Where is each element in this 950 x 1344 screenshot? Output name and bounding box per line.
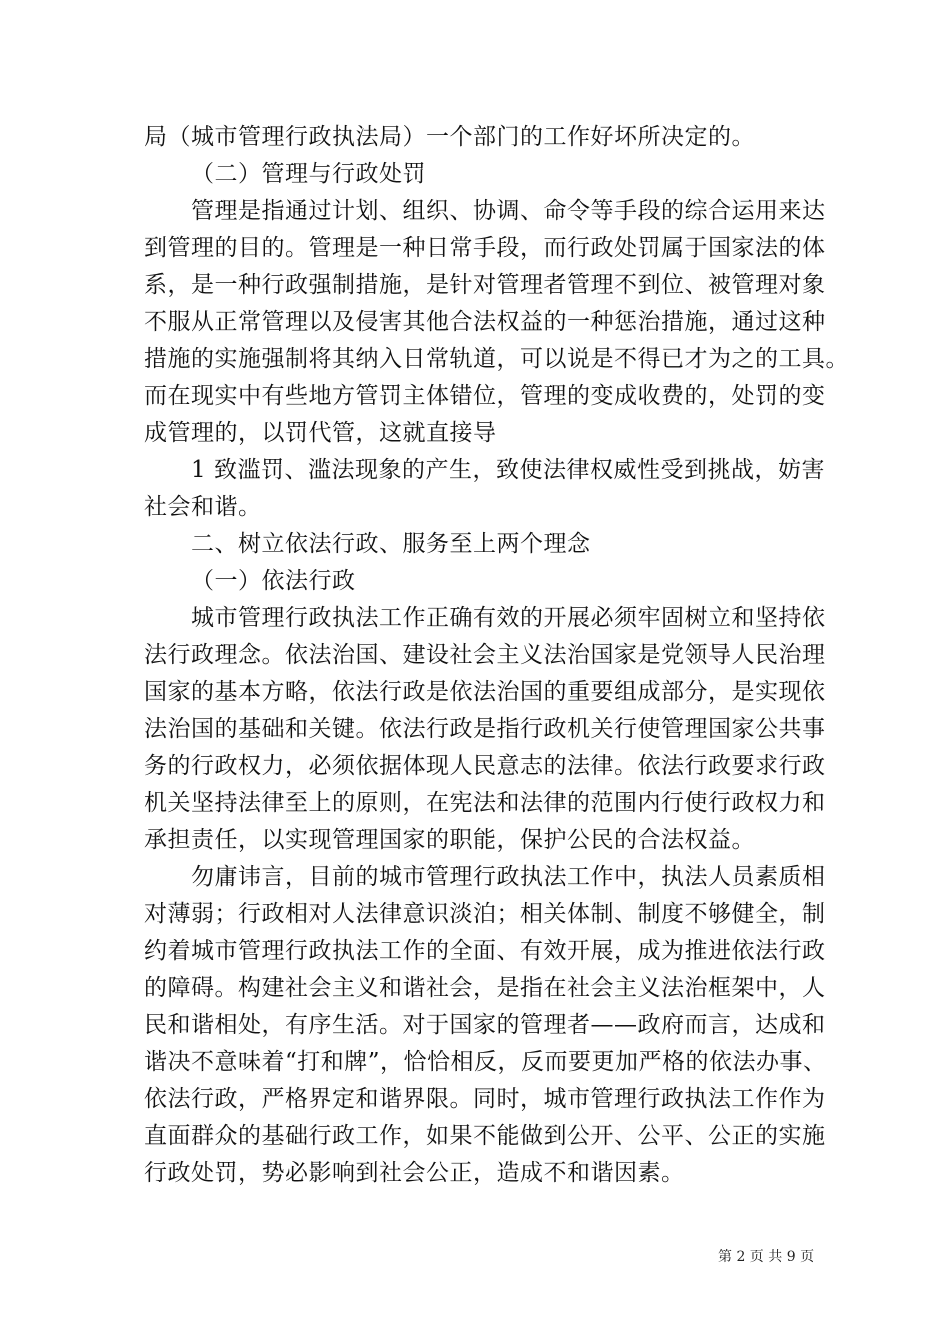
text-line: 承担责任，以实现管理国家的职能，保护公民的合法权益。 [144,827,755,853]
text-line: 局（城市管理行政执法局）一个部门的工作好坏所决定的。 [144,124,755,150]
text-line: 城市管理行政执法工作正确有效的开展必须牢固树立和坚持依 [191,605,826,631]
text-line: 对薄弱；行政相对人法律意识淡泊；相关体制、制度不够健全，制 [144,901,826,927]
text-line: 法行政理念。依法治国、建设社会主义法治国家是党领导人民治理 [144,642,826,668]
subsection-heading: （一）依法行政 [191,568,356,594]
text-line: 国家的基本方略，依法行政是依法治国的重要组成部分，是实现依 [144,679,826,705]
text-line: 成管理的，以罚代管，这就直接导 [144,420,497,446]
text-line: 到管理的目的。管理是一种日常手段，而行政处罚属于国家法的体 [144,235,826,261]
text-line: 行政处罚，势必影响到社会公正，造成不和谐因素。 [144,1160,685,1186]
text-line: 约着城市管理行政执法工作的全面、有效开展，成为推进依法行政 [144,938,826,964]
text-line: 谐决不意味着“打和牌”，恰恰相反，反而要更加严格的依法办事、 [144,1049,827,1075]
text-line: 务的行政权力，必须依据体现人民意志的法律。依法行政要求行政 [144,753,826,779]
text-line: 直面群众的基础行政工作，如果不能做到公开、公平、公正的实施 [144,1123,826,1149]
text-line: 民和谐相处，有序生活。对于国家的管理者——政府而言，达成和 [144,1012,826,1038]
text-line: 1 致滥罚、滥法现象的产生，致使法律权威性受到挑战，妨害 [191,457,825,483]
text-line: 依法行政，严格界定和谐界限。同时，城市管理行政执法工作作为 [144,1086,826,1112]
text-line: 措施的实施强制将其纳入日常轨道，可以说是不得已才为之的工具。 [144,346,849,372]
text-line: 社会和谐。 [144,494,262,520]
text-line: 管理是指通过计划、组织、协调、命令等手段的综合运用来达 [191,198,826,224]
text-line: 而在现实中有些地方管罚主体错位，管理的变成收费的，处罚的变 [144,383,826,409]
section-heading: （二）管理与行政处罚 [191,161,426,187]
text-line: 系，是一种行政强制措施，是针对管理者管理不到位、被管理对象 [144,272,826,298]
text-line: 不服从正常管理以及侵害其他合法权益的一种惩治措施，通过这种 [144,309,826,335]
text-line: 法治国的基础和关键。依法行政是指行政机关行使管理国家公共事 [144,716,826,742]
page-number: 第 2 页 共 9 页 [718,1249,815,1265]
text-line: 勿庸讳言，目前的城市管理行政执法工作中，执法人员素质相 [191,864,826,890]
text-line: 的障碍。构建社会主义和谐社会，是指在社会主义法治框架中，人 [144,975,826,1001]
section-heading: 二、树立依法行政、服务至上两个理念 [191,531,591,557]
text-line: 机关坚持法律至上的原则，在宪法和法律的范围内行使行政权力和 [144,790,826,816]
